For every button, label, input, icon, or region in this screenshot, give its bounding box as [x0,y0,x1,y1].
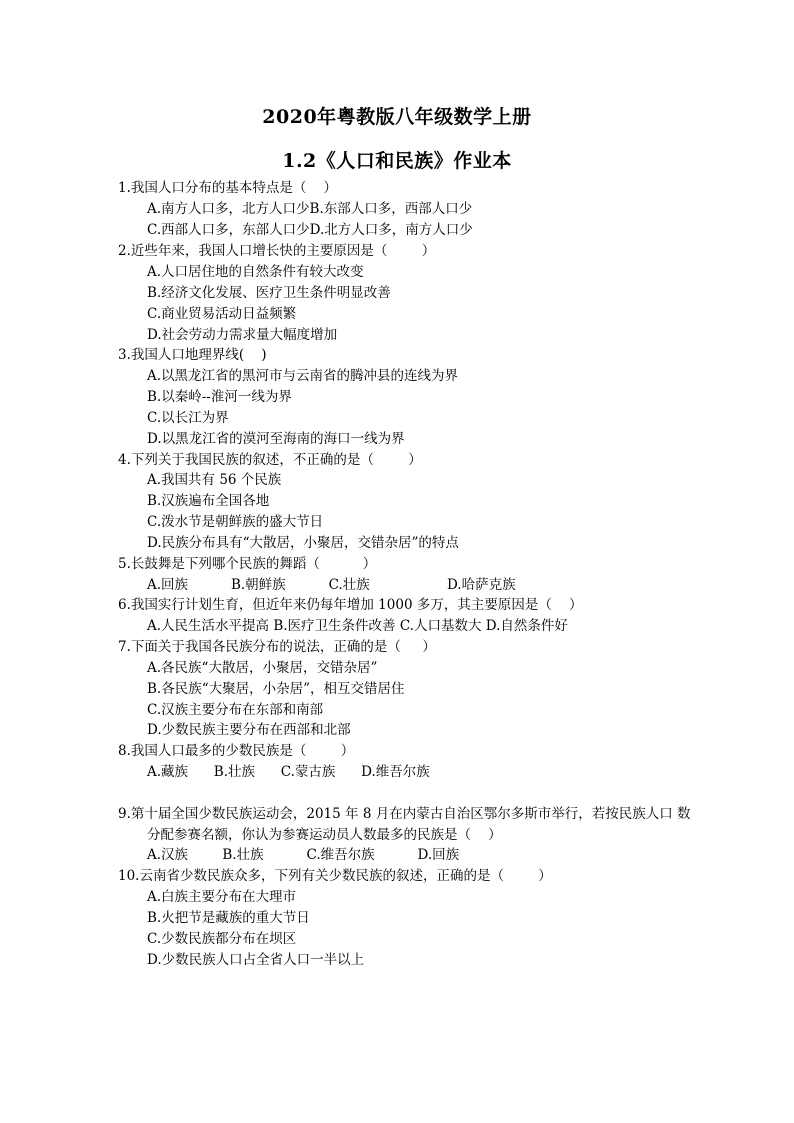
question-2-option-a: A.人口居住地的自然条件有较大改变 [147,264,364,280]
question-4-option-d: D.民族分布具有“大散居，小聚居，交错杂居”的特点 [147,535,459,551]
page-subtitle: 1.2《人口和民族》作业本 [282,150,512,172]
question-8-stem: 8.我国人口最多的少数民族是（ ） [118,743,355,759]
question-9-stem: 9.第十届全国少数民族运动会，2015 年 8 月在内蒙古自治区鄂尔多斯市举行，若按民族人口 数 [118,806,691,822]
question-10-stem: 10.云南省少数民族众多，下列有关少数民族的叙述，正确的是（ ） [118,868,552,884]
question-7-stem: 7.下面关于我国各民族分布的说法，正确的是（ ） [118,639,436,655]
question-9-stem-continued: 分配参赛名额，你认为参赛运动员人数最多的民族是（ ） [147,827,502,843]
question-9-options: A.汉族 B.壮族 C.维吾尔族 D.回族 [147,847,460,863]
question-5-options: A.回族 B.朝鲜族 C.壮族 D.哈萨克族 [147,577,516,593]
question-3-option-a: A.以黑龙江省的黑河市与云南省的腾冲县的连线为界 [147,368,459,384]
question-10-option-b: B.火把节是藏族的重大节日 [147,910,310,926]
question-8-options: A.藏族 B.壮族 C.蒙古族 D.维吾尔族 [147,764,430,780]
question-2-option-c: C.商业贸易活动日益频繁 [147,306,297,322]
question-7-option-c: C.汉族主要分布在东部和南部 [147,702,324,718]
question-4-option-a: A.我国共有 56 个民族 [147,472,282,488]
question-10-option-c: C.少数民族都分布在坝区 [147,931,297,947]
page-title: 2020年粤教版八年级数学上册 [262,106,532,128]
question-4-option-b: B.汉族遍布全国各地 [147,493,270,509]
question-7-option-b: B.各民族“大聚居，小杂居”，相互交错居住 [147,681,405,697]
question-7-option-a: A.各民族“大散居，小聚居，交错杂居” [147,660,378,676]
question-4-stem: 4.下列关于我国民族的叙述，不正确的是（ ） [118,452,422,468]
question-10-option-d: D.少数民族人口占全省人口一半以上 [147,952,365,968]
question-7-option-d: D.少数民族主要分布在西部和北部 [147,722,351,738]
question-2-option-b: B.经济文化发展、医疗卫生条件明显改善 [147,285,391,301]
question-2-stem: 2.近些年来，我国人口增长快的主要原因是（ ） [118,243,436,259]
question-1-option-row-2: C.西部人口多，东部人口少D.北方人口多，南方人口少 [147,222,473,238]
question-1-option-row-1: A.南方人口多，北方人口少B.东部人口多，西部人口少 [147,201,473,217]
question-3-option-d: D.以黑龙江省的漠河至海南的海口一线为界 [147,431,405,447]
question-3-stem: 3.我国人口地理界线( ) [118,347,267,363]
question-1-stem: 1.我国人口分布的基本特点是（ ） [118,180,338,196]
question-3-option-b: B.以秦岭--淮河一线为界 [147,389,292,405]
question-6-stem: 6.我国实行计划生育，但近年来仍每年增加 1000 多万，其主要原因是（ ） [118,597,583,613]
question-10-option-a: A.白族主要分布在大理市 [147,889,297,905]
question-3-option-c: C.以长江为界 [147,410,229,426]
question-5-stem: 5.长鼓舞是下列哪个民族的舞蹈（ ） [118,556,377,572]
question-4-option-c: C.泼水节是朝鲜族的盛大节日 [147,514,324,530]
question-6-options: A.人民生活水平提高 B.医疗卫生条件改善 C.人口基数大 D.自然条件好 [147,618,568,634]
question-2-option-d: D.社会劳动力需求量大幅度增加 [147,327,338,343]
